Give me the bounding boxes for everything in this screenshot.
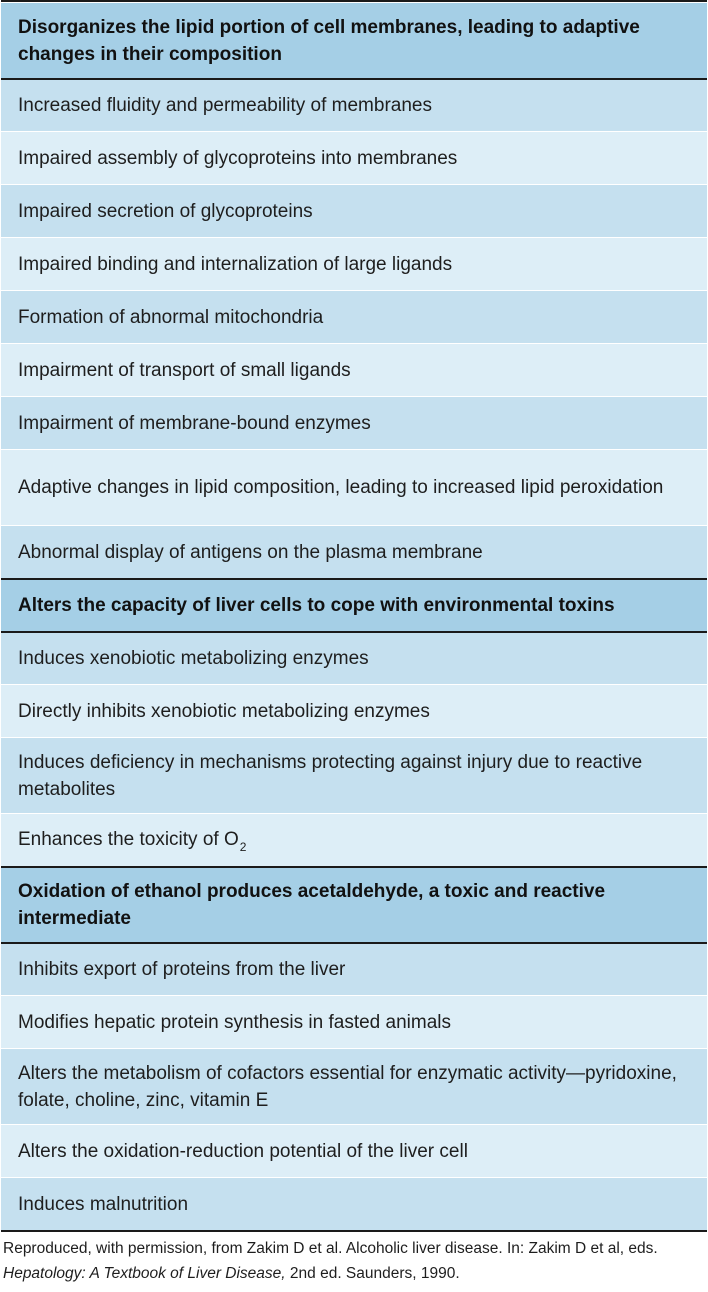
row-text: Increased fluidity and permeability of membranes xyxy=(18,95,432,116)
table-row xyxy=(1,78,707,131)
row-text: Modifies hepatic protein synthesis in fasted animals xyxy=(18,1011,452,1033)
source-footnote xyxy=(3,1236,703,1286)
row-text: Impairment of membrane-bound enzymes xyxy=(18,412,371,434)
row-text: Impairment of transport of small ligands xyxy=(18,359,351,381)
table-row xyxy=(1,942,707,995)
section-heading xyxy=(1,578,707,631)
row-text xyxy=(18,826,246,855)
row-text: Abnormal display of antigens on the plasma membrane xyxy=(18,541,483,563)
table-row xyxy=(1,184,707,237)
table-row xyxy=(1,1048,707,1124)
table-row xyxy=(1,131,707,184)
table-row xyxy=(1,237,707,290)
section-heading-text: Disorganizes the lipid portion of cell membranes, leading to adaptive changes in their composition xyxy=(18,16,640,65)
table-row xyxy=(1,737,707,813)
table-row xyxy=(1,684,707,737)
table-row xyxy=(1,995,707,1048)
row-text: Induces malnutrition xyxy=(18,1193,189,1215)
table-row xyxy=(1,631,707,684)
section-heading xyxy=(1,2,707,78)
effects-table xyxy=(1,0,707,1232)
row-text: Alters the metabolism of cofactors essential for enzymatic activity—pyridoxine, folate, choline, zinc, vitamin E xyxy=(18,1062,677,1111)
row-text: Impaired assembly of glycoproteins into membranes xyxy=(18,147,458,169)
table-row xyxy=(1,290,707,343)
table-row xyxy=(1,813,707,866)
section-heading-text: Alters the capacity of liver cells to cope with environmental toxins xyxy=(18,595,615,616)
row-text: Formation of abnormal mitochondria xyxy=(18,306,324,328)
table-row xyxy=(1,343,707,396)
section-heading xyxy=(1,866,707,942)
row-text: Impaired secretion of glycoproteins xyxy=(18,200,313,222)
table-row xyxy=(1,1177,707,1230)
row-text: Directly inhibits xenobiotic metabolizing enzymes xyxy=(18,700,430,722)
row-text: Induces xenobiotic metabolizing enzymes xyxy=(18,648,369,669)
table-row xyxy=(1,525,707,578)
row-text: Adaptive changes in lipid composition, leading to increased lipid peroxidation xyxy=(18,477,664,498)
table-row xyxy=(1,396,707,449)
footnote-book-title: Hepatology: A Textbook of Liver Disease, xyxy=(3,1265,286,1282)
table-row xyxy=(1,449,707,525)
table-row xyxy=(1,1124,707,1177)
row-text: Alters the oxidation-reduction potential of the liver cell xyxy=(18,1140,468,1162)
row-text: Inhibits export of proteins from the liver xyxy=(18,959,346,980)
row-text: Induces deficiency in mechanisms protecting against injury due to reactive metabolites xyxy=(18,751,643,800)
footnote-prefix: Reproduced, with permission, from Zakim D et al. Alcoholic liver disease. In: Zakim D et al, eds. xyxy=(3,1240,658,1257)
subscript-2: 2 xyxy=(239,839,247,854)
row-text: Impaired binding and internalization of large ligands xyxy=(18,253,453,275)
footnote-suffix: 2nd ed. Saunders, 1990. xyxy=(285,1265,460,1282)
row-text-main: Enhances the toxicity of O xyxy=(18,828,239,850)
section-heading-text: Oxidation of ethanol produces acetaldehyde, a toxic and reactive intermediate xyxy=(18,881,606,929)
